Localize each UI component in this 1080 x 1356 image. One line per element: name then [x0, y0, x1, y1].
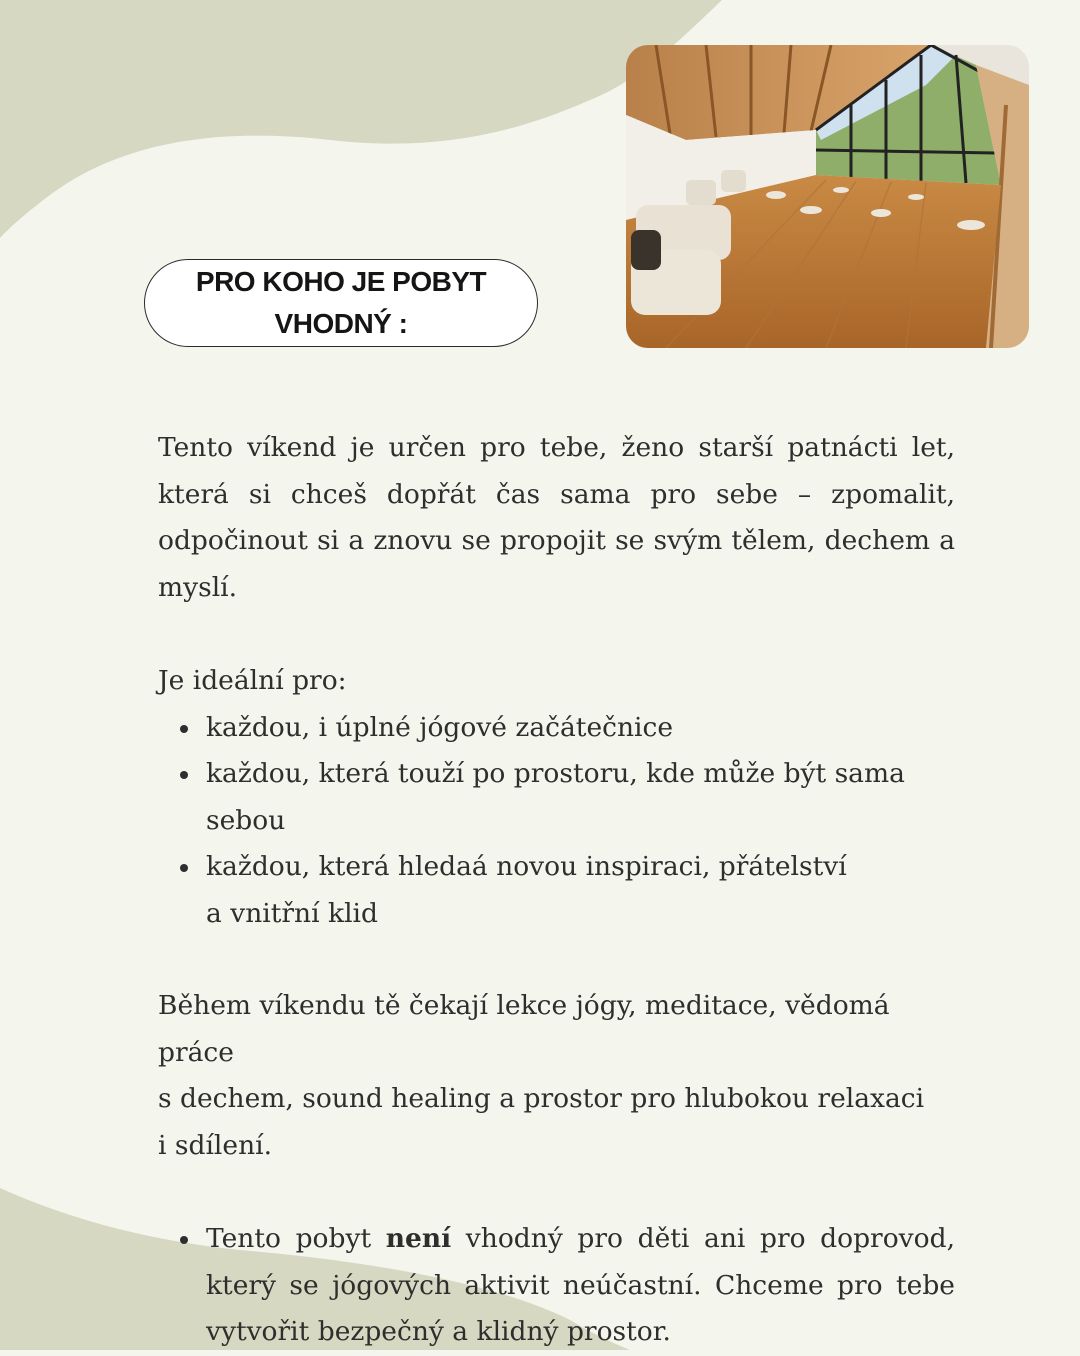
note-text-start: Tento pobyt: [206, 1223, 386, 1254]
ideal-list: [158, 705, 955, 891]
note-text-end: vhodný pro děti ani pro doprovod, který se jógových aktivit neúčastní. Chceme pro tebe vytvořit bezpečný a klidný prostor.: [206, 1223, 955, 1347]
note-list: [158, 1216, 955, 1356]
note-emphasis: není: [385, 1223, 452, 1254]
ideal-heading: Je ideální pro:: [158, 665, 347, 696]
section-title-pill: [144, 259, 538, 347]
list-item: každou, která hledaá novou inspiraci, přátelství: [206, 844, 955, 891]
list-item-continuation: a vnitřní klid: [206, 897, 378, 929]
program-line: i sdílení.: [158, 1129, 273, 1161]
main-text: [158, 425, 955, 1356]
intro-paragraph: Tento víkend je určen pro tebe, ženo starší patnácti let, která si chceš dopřát čas sama pro sebe – zpomalit, odpočinout si a znovu se propojit se svým tělem, dechem a myslí.: [158, 432, 955, 603]
program-line: s dechem, sound healing a prostor pro hlubokou relaxaci: [158, 1083, 925, 1114]
yoga-studio-photo: [626, 45, 1029, 348]
program-line: Během víkendu tě čekají lekce jógy, meditace, vědomá práce: [158, 990, 890, 1068]
list-item: každou, i úplné jógové začátečnice: [206, 705, 955, 752]
note-item: [206, 1216, 955, 1356]
list-item: každou, která touží po prostoru, kde může být sama sebou: [206, 751, 955, 844]
section-title: PRO KOHO JE POBYT VHODNÝ :: [195, 266, 487, 339]
